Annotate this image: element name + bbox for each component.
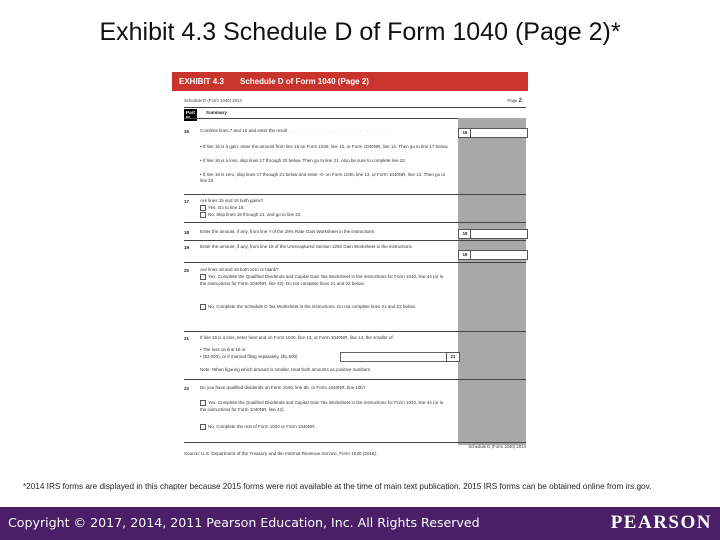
line-text: Are lines 18 and 19 both zero or blank?	[200, 267, 279, 272]
divider	[184, 331, 526, 332]
amount-column	[458, 118, 526, 445]
no-checkbox[interactable]	[200, 424, 206, 430]
line-bullet: • If line 16 is a gain, enter the amount from line 16 on Form 1040, line 13, or Form 1040NR, line 14. Then go to line 17 below.	[200, 144, 449, 149]
no-checkbox[interactable]	[200, 212, 206, 218]
line-text: Enter the amount, if any, from line 7 of the 28% Rate Gain Worksheet in the instructions	[200, 229, 375, 234]
line-text: Are lines 15 and 16 both gains?	[200, 198, 264, 203]
checkbox-row: Yes. Complete the Qualified Dividends and Capital Gain Tax Worksheet in the instructions for Form 1040, line 44 (or in the instructions for Form 1040NR, line 42). Do not complete lines 21 and 22 below.	[200, 274, 444, 286]
part-title: Summary	[206, 110, 227, 115]
line-number: 16	[184, 129, 190, 134]
footer-bar	[0, 507, 720, 540]
line-number: 22	[184, 386, 190, 391]
pearson-logo: PEARSON	[610, 512, 712, 533]
divider	[184, 222, 526, 223]
amount-box	[470, 229, 528, 239]
exhibit-header	[172, 72, 528, 91]
line-number: 19	[184, 245, 190, 250]
line-bullet: • The loss on line 16 or	[200, 347, 246, 352]
line-box: 16	[458, 128, 472, 138]
line-number: 21	[184, 336, 190, 341]
copyright-text: Copyright © 2017, 2014, 2011 Pearson Education, Inc. All Rights Reserved	[8, 515, 480, 530]
checkbox-row: No. Complete the Schedule D Tax Worksheet in the instructions. Do not complete lines 21 and 22 below.	[200, 304, 450, 311]
yes-checkbox[interactable]	[200, 274, 206, 280]
form-meta	[184, 98, 526, 106]
slide-title: Exhibit 4.3 Schedule D of Form 1040 (Page 2)*	[99, 18, 621, 46]
amount-input	[340, 352, 448, 362]
line-text: Enter the amount, if any, from line 18 of the Unrecaptured Section 1250 Gain Worksheet in the instructions	[200, 244, 412, 249]
footnote: *2014 IRS forms are displayed in this chapter because 2015 forms were not available at the time of main text publication. 2015 IRS forms can be obtained online from irs.gov.	[23, 482, 652, 491]
yes-checkbox[interactable]	[200, 205, 206, 211]
line-bullet: • If line 16 is a loss, skip lines 17 through 20 below. Then go to line 21. Also be sure to complete line 22.	[200, 158, 407, 163]
amount-box	[470, 128, 528, 138]
checkbox-row: Yes. Go to line 18.	[200, 205, 454, 212]
source-line: Source: U.S. Department of the Treasury and the Internal Revenue Service, Form 1040 (2015).	[184, 451, 378, 456]
divider	[184, 262, 526, 263]
amount-box	[470, 250, 528, 260]
divider	[184, 442, 526, 443]
form-id: Schedule D (Form 1040) 2014	[184, 98, 242, 103]
yes-checkbox[interactable]	[200, 400, 206, 406]
part-label: Part III	[186, 110, 195, 120]
checkbox-row: No. Skip lines 18 through 21, and go to line 22.	[200, 212, 454, 219]
line-bullet: • If line 16 is zero, skip lines 17 through 21 below and enter -0- on Form 1040, line 13, or Form 1040NR, line 14. Then go to line 22.	[200, 172, 446, 184]
exhibit-name: Schedule D of Form 1040 (Page 2)	[240, 77, 369, 86]
schedule-footer: Schedule D (Form 1040) 2014	[468, 444, 526, 449]
line-box: 21	[446, 352, 460, 362]
line-text: Combine lines 7 and 15 and enter the result . . . . . . . . . . . . . . . .	[200, 128, 390, 133]
divider	[184, 240, 526, 241]
divider	[184, 194, 526, 195]
checkbox-row: No. Complete the rest of Form 1040 or Form 1040NR.	[200, 424, 450, 431]
line-number: 18	[184, 230, 190, 235]
exhibit-image	[172, 72, 528, 464]
exhibit-label: EXHIBIT 4.3	[179, 77, 224, 86]
checkbox-row: Yes. Complete the Qualified Dividends and Capital Gain Tax Worksheet in the instructions for Form 1040, line 44 (or in the instructions for Form 1040NR, line 42).	[200, 400, 444, 412]
line-text: Do you have qualified dividends on Form 1040, line 9b, or Form 1040NR, line 10b?	[200, 385, 366, 390]
line-box: 19	[458, 250, 472, 260]
no-checkbox[interactable]	[200, 304, 206, 310]
line-box: 18	[458, 229, 472, 239]
divider	[184, 107, 526, 108]
line-text: If line 16 is a loss, enter here and on Form 1040, line 13, or Form 1040NR, line 14, the smaller of:	[200, 335, 394, 340]
page-indicator: Page 2	[507, 98, 522, 104]
line-bullet: • ($3,000), or if married filing separately, ($1,500)	[200, 354, 298, 359]
divider	[184, 379, 526, 380]
line-number: 20	[184, 268, 190, 273]
line-number: 17	[184, 199, 190, 204]
line-note: Note. When figuring which amount is smaller, treat both amounts as positive numbers.	[200, 367, 372, 372]
